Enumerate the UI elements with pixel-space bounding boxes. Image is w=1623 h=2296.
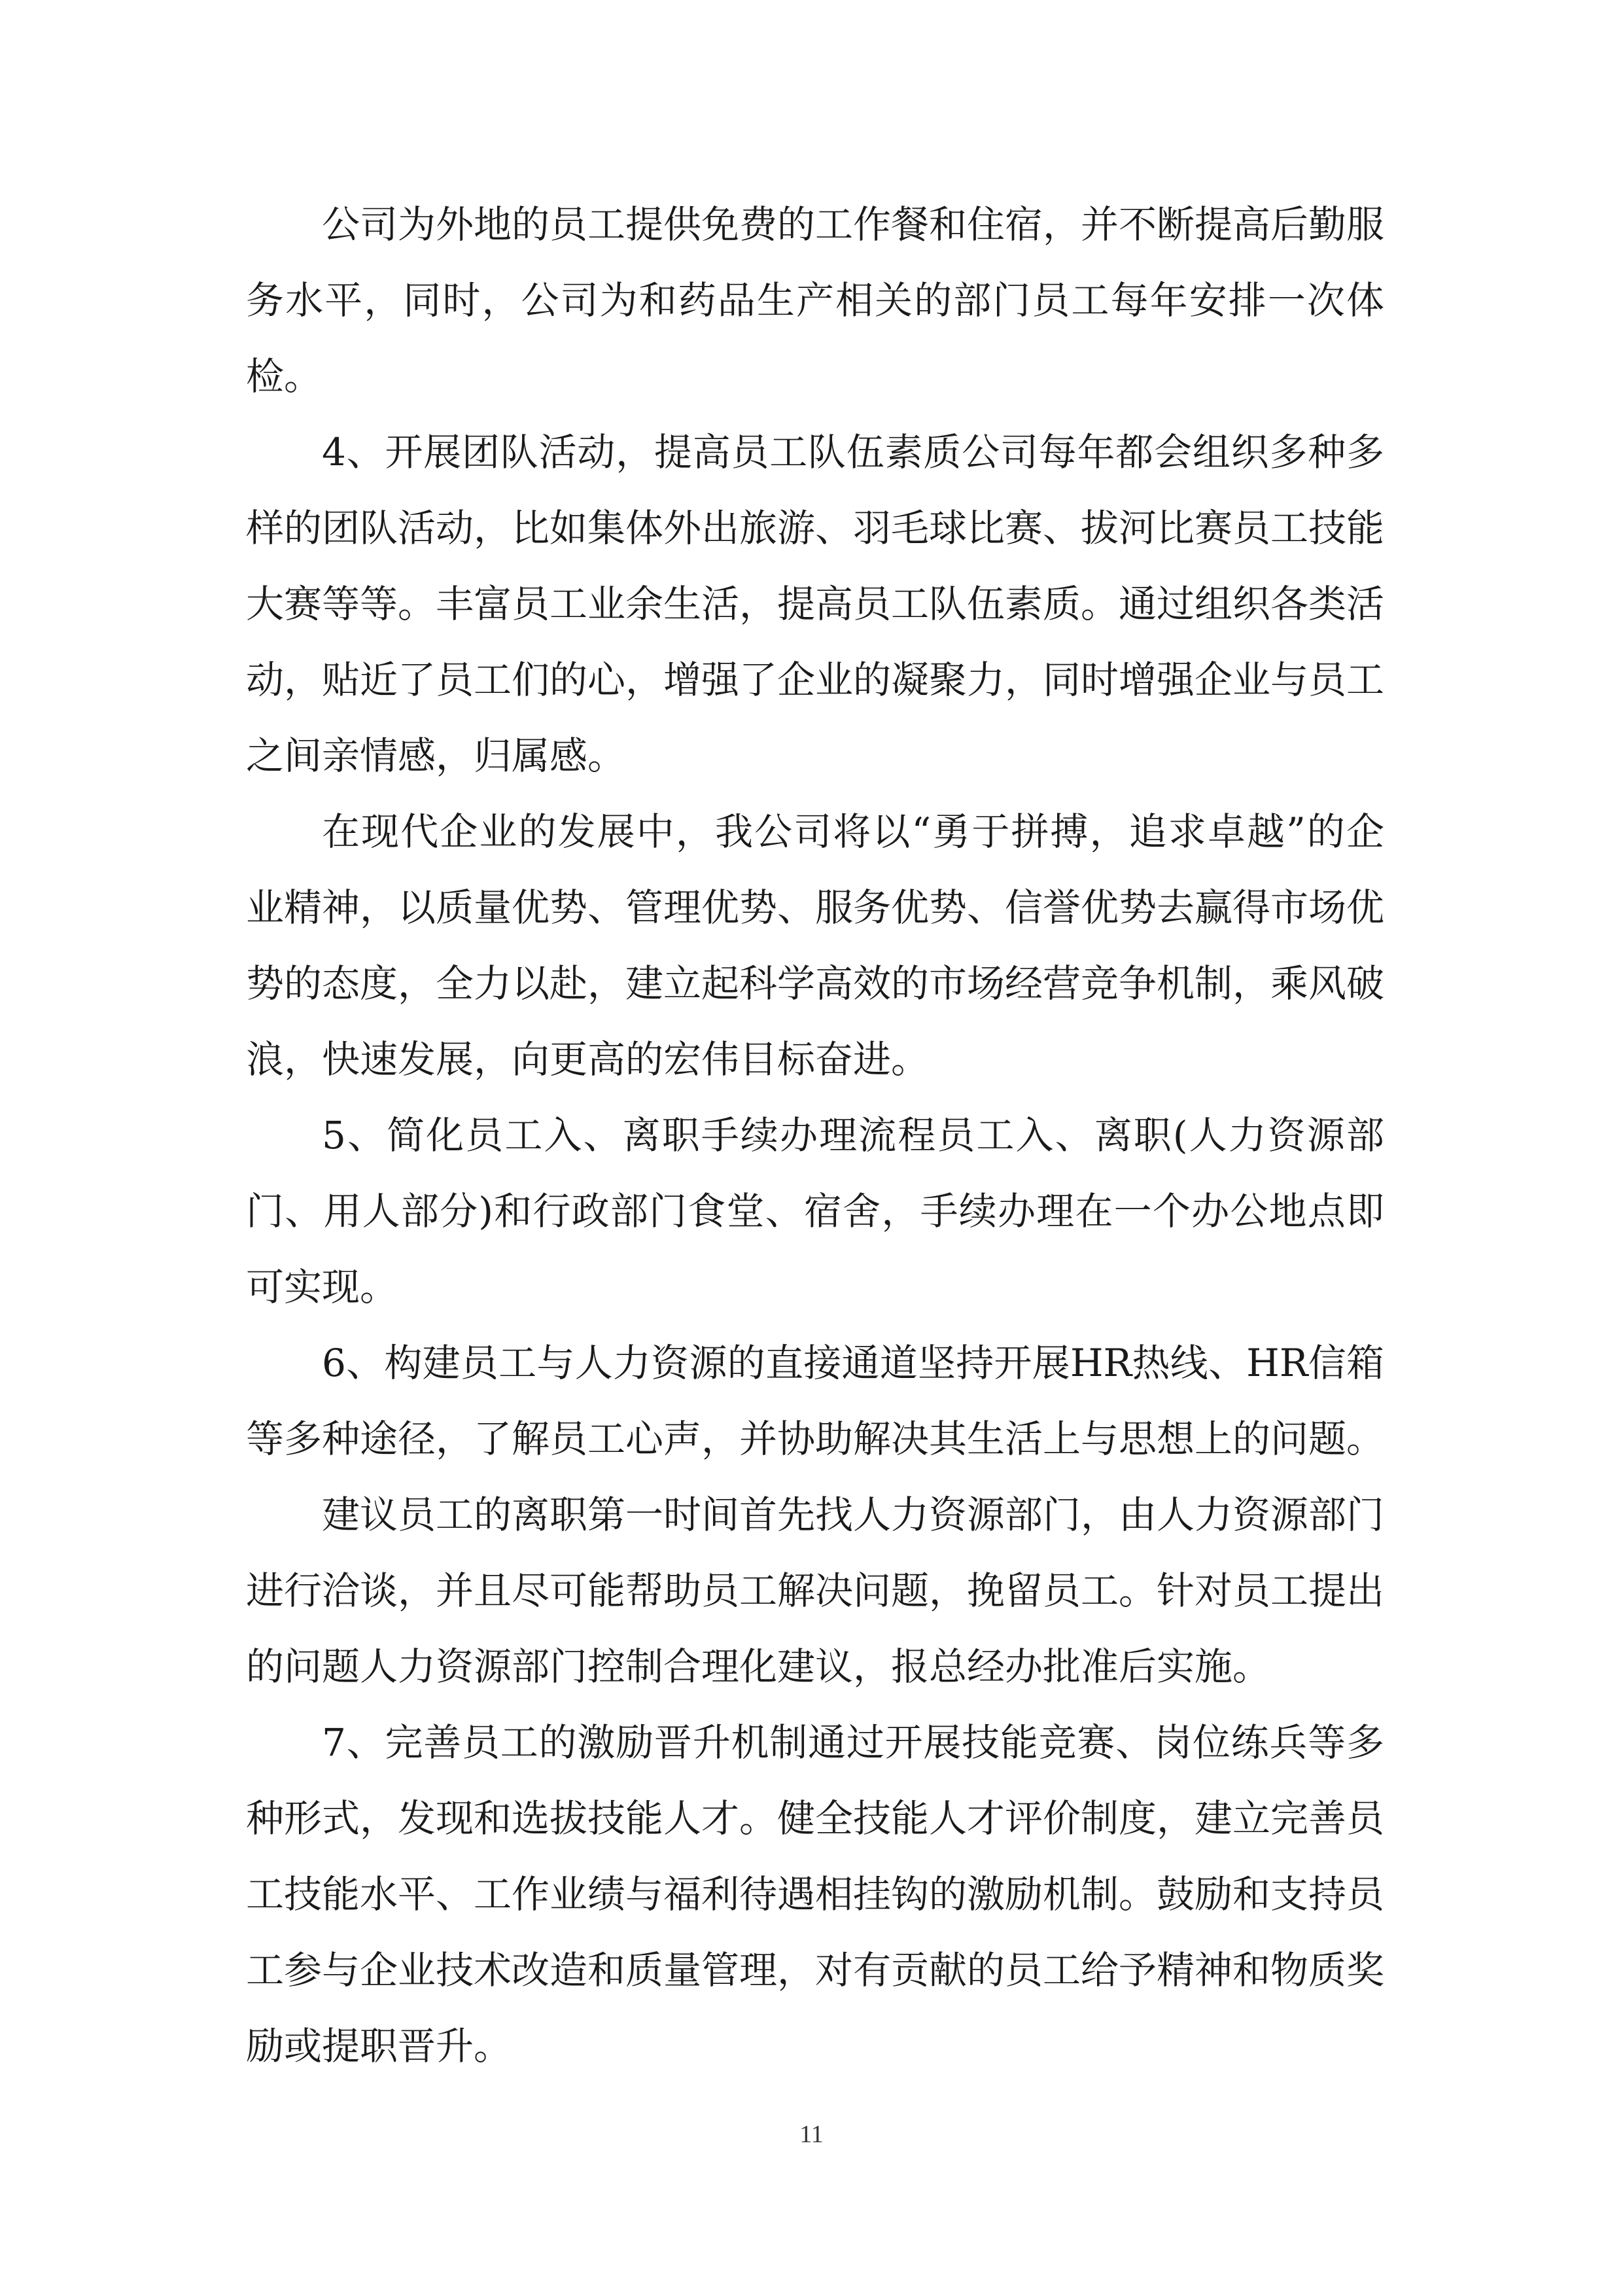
paragraph-incentive-mechanism: 7、完善员工的激励晋升机制通过开展技能竞赛、岗位练兵等多种形式，发现和选拔技能人才。健全技能人才评价制度，建立完善员工技能水平、工作业绩与福利待遇相挂钩的激励机制。鼓励和支持员工参与企业技术改造和质量管理，对有贡献的员工给予精神和物质奖励或提职晋升。 [246, 1720, 1385, 2068]
paragraph-team-activities: 4、开展团队活动，提高员工队伍素质公司每年都会组织多种多样的团队活动，比如集体外出旅游、羽毛球比赛、拔河比赛员工技能大赛等等。丰富员工业余生活，提高员工队伍素质。通过组织各类活动，贴近了员工们的心，增强了企业的凝聚力，同时增强企业与员工之间亲情感，归属感。 [246, 430, 1385, 778]
paragraph-enterprise-spirit: 在现代企业的发展中，我公司将以“勇于拼搏，追求卓越”的企业精神，以质量优势、管理优势、服务优势、信誉优势去赢得市场优势的态度，全力以赴，建立起科学高效的市场经营竞争机制，乘风破浪，快速发展，向更高的宏伟目标奋进。 [246, 809, 1385, 1082]
paragraph-hr-channel: 6、构建员工与人力资源的直接通道坚持开展HR热线、HR信箱等多种途径，了解员工心声，并协助解决其生活上与思想上的问题。 [246, 1341, 1385, 1461]
document-body [246, 186, 1384, 2084]
paragraph-logistics: 公司为外地的员工提供免费的工作餐和住宿，并不断提高后勤服务水平，同时，公司为和药品生产相关的部门员工每年安排一次体检。 [246, 202, 1385, 398]
paragraph-onboarding-process: 5、简化员工入、离职手续办理流程员工入、离职(人力资源部门、用人部分)和行政部门食堂、宿舍，手续办理在一个办公地点即可实现。 [246, 1113, 1384, 1309]
paragraph-resignation-advice: 建议员工的离职第一时间首先找人力资源部门，由人力资源部门进行洽谈，并且尽可能帮助员工解决问题，挽留员工。针对员工提出的问题人力资源部门控制合理化建议，报总经办批准后实施。 [246, 1492, 1385, 1689]
page-number: 11 [799, 2121, 824, 2148]
